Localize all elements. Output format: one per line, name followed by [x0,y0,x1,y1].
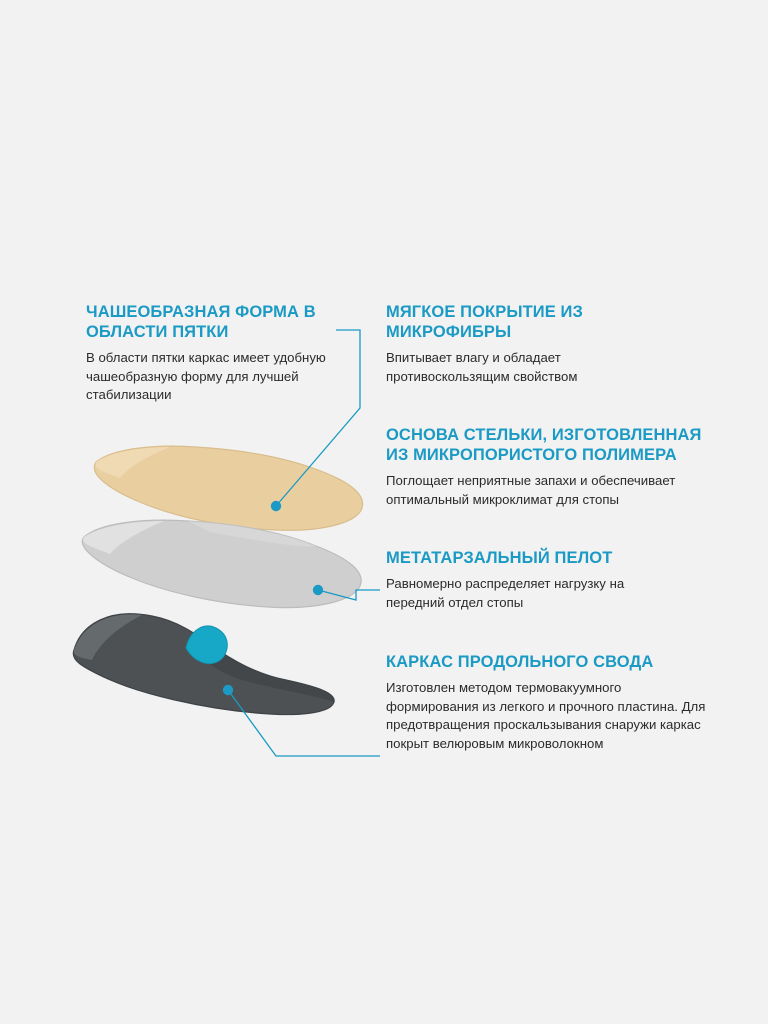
callout-pelot [386,548,686,612]
callout-frame-body: Изготовлен методом термовакуумного формирования из легкого и прочного пластина. Для предотвращения проскальзывания снаружи каркас покрыт велюровым микроволокном [386,680,706,751]
callout-base-title: ОСНОВА СТЕЛЬКИ, ИЗГОТОВЛЕННАЯ ИЗ МИКРОПОРИСТОГО ПОЛИМЕРА [386,426,702,464]
callout-cover-title: МЯГКОЕ ПОКРЫТИЕ ИЗ МИКРОФИБРЫ [386,303,583,341]
callout-pelot-title: МЕТАТАРЗАЛЬНЫЙ ПЕЛОТ [386,549,613,567]
callout-base-body: Поглощает неприятные запахи и обеспечивает оптимальный микроклимат для стопы [386,473,676,507]
microfiber-cover-layer [94,446,362,530]
callout-heel-title: ЧАШЕОБРАЗНАЯ ФОРМА В ОБЛАСТИ ПЯТКИ [86,303,316,341]
dot-frame [223,685,233,695]
callout-pelot-body: Равномерно распределяет нагрузку на передний отдел стопы [386,576,625,610]
dot-heel [271,501,281,511]
callout-heel [86,302,336,405]
callout-base [386,425,716,509]
callout-cover [386,302,666,386]
callout-heel-body: В области пятки каркас имеет удобную чашеобразную форму для лучшей стабилизации [86,350,326,402]
callout-frame [386,652,716,753]
callout-cover-body: Впитывает влагу и обладает противоскользящим свойством [386,350,578,384]
callout-frame-title: КАРКАС ПРОДОЛЬНОГО СВОДА [386,653,654,671]
dot-pelot [313,585,323,595]
